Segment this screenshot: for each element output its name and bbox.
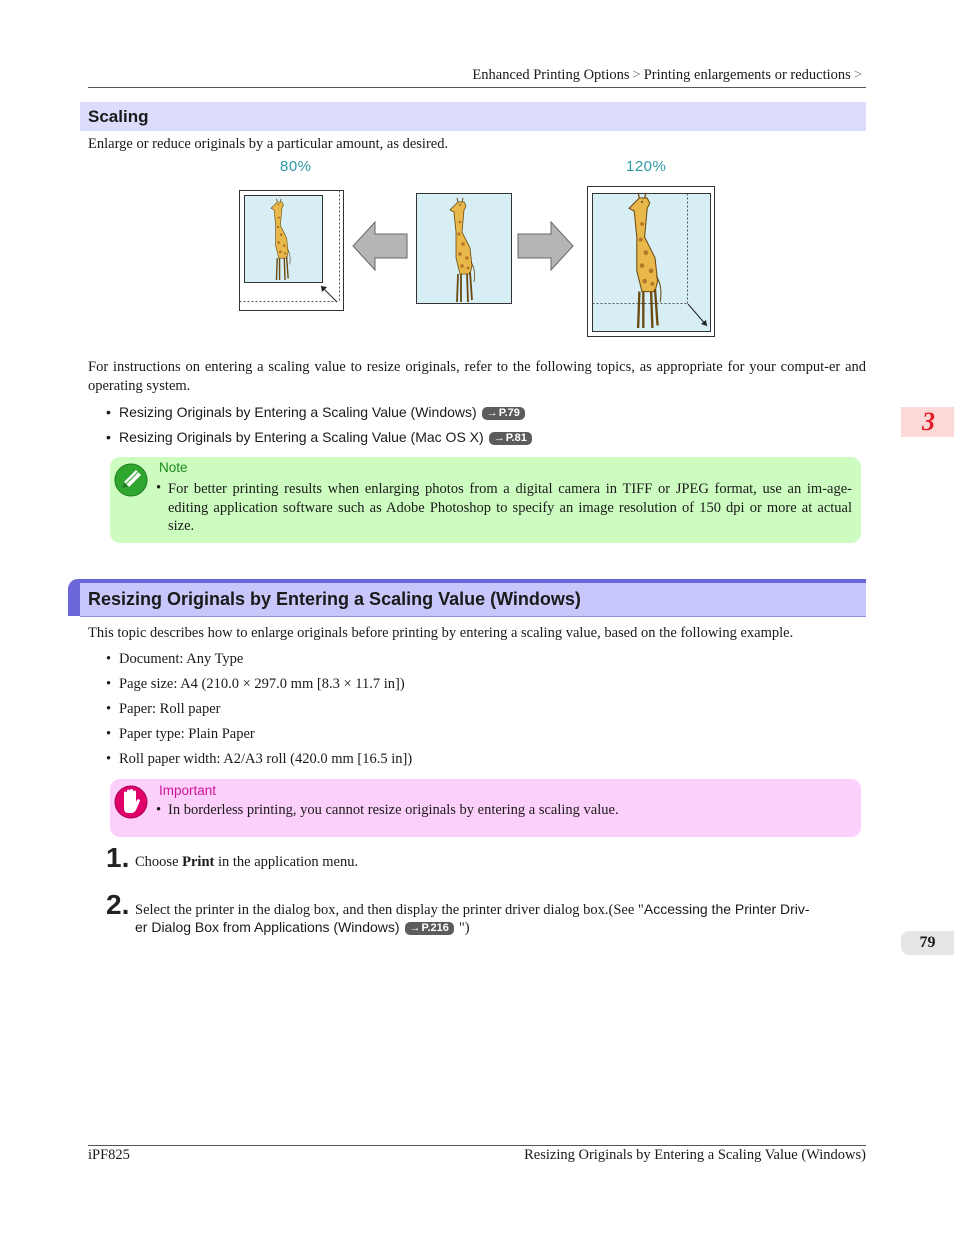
breadcrumb xyxy=(472,67,865,84)
step-number: 1. xyxy=(106,842,130,873)
list-item: • Page size: A4 (210.0 × 297.0 mm [8.3 × 11.7 in]) xyxy=(106,676,405,692)
scaling-intro: Enlarge or reduce originals by a particular amount, as desired. xyxy=(88,136,449,152)
link-resizing-windows[interactable]: Resizing Originals by Entering a Scaling Value (Windows) xyxy=(119,404,477,420)
scaling-figure xyxy=(235,180,720,342)
note-text: For better printing results when enlarging photos from a digital camera in TIFF or JPEG format, use an im-age-editing application software such as Adobe Photoshop to specify an image resolution of 150 dpi or more at actual size. xyxy=(168,481,852,534)
important-text: In borderless printing, you cannot resize originals by entering a scaling value. xyxy=(168,802,619,818)
important-bullet: • xyxy=(156,802,162,818)
link-resizing-mac[interactable]: Resizing Originals by Entering a Scaling Value (Mac OS X) xyxy=(119,429,484,445)
breadcrumb-item[interactable]: Printing enlargements or reductions xyxy=(643,67,851,83)
figure-label-120: 120% xyxy=(626,158,667,175)
step-text-continued: er Dialog Box from Applications (Windows) →P.216 ") xyxy=(135,919,470,936)
list-item: • Roll paper width: A2/A3 roll (420.0 mm [16.5 in]) xyxy=(106,751,413,767)
figure-reduced-page xyxy=(240,191,344,311)
page-ref-badge[interactable]: →P.81 xyxy=(489,432,532,445)
header-divider xyxy=(88,87,866,88)
figure-original-page xyxy=(417,194,512,304)
scaling-instructions: For instructions on entering a scaling value to resize originals, refer to the following topics, as appropriate for your comput-er and operating system. xyxy=(88,359,866,394)
list-item: • Paper: Roll paper xyxy=(106,701,221,717)
list-item: • Resizing Originals by Entering a Scaling Value (Windows) →P.79 xyxy=(106,404,866,424)
note-title: Note xyxy=(159,460,188,475)
figure-enlarged-page xyxy=(588,187,715,337)
note-pencil-icon xyxy=(114,463,148,497)
breadcrumb-separator: > xyxy=(632,67,641,83)
link-accessing-driver-cont[interactable]: er Dialog Box from Applications (Windows) xyxy=(135,919,400,935)
page-ref-badge[interactable]: →P.216 xyxy=(405,922,454,935)
reduce-arrow-icon xyxy=(353,222,407,270)
breadcrumb-separator: > xyxy=(853,67,862,83)
page-ref-badge[interactable]: →P.79 xyxy=(482,407,525,420)
link-accessing-driver[interactable]: Accessing the Printer Driv- xyxy=(643,901,810,917)
step-text: Select the printer in the dialog box, and then display the printer driver dialog box.(See "Accessing the Printer Driv- xyxy=(135,901,810,918)
important-hand-icon xyxy=(114,785,148,819)
page-number-tab: 79 xyxy=(901,931,954,955)
section-heading-rule xyxy=(80,616,866,617)
list-item: • Paper type: Plain Paper xyxy=(106,726,255,742)
step-text: Choose Print in the application menu. xyxy=(135,854,359,870)
step-number: 2. xyxy=(106,889,130,920)
list-item: • Document: Any Type xyxy=(106,651,244,667)
enlarge-arrow-icon xyxy=(518,222,573,270)
footer-model: iPF825 xyxy=(88,1147,130,1163)
section-heading-scaling: Scaling xyxy=(80,102,866,131)
important-title: Important xyxy=(159,783,217,798)
figure-label-80: 80% xyxy=(280,158,312,175)
footer-section-title: Resizing Originals by Entering a Scaling Value (Windows) xyxy=(524,1147,866,1163)
list-item: • Resizing Originals by Entering a Scaling Value (Mac OS X) →P.81 xyxy=(106,429,866,449)
windows-intro: This topic describes how to enlarge originals before printing by entering a scaling value, based on the following example. xyxy=(88,625,794,641)
breadcrumb-item[interactable]: Enhanced Printing Options xyxy=(472,67,630,83)
section-heading-windows: Resizing Originals by Entering a Scaling Value (Windows) xyxy=(88,589,581,609)
note-bullet: • xyxy=(156,480,162,496)
chapter-tab[interactable]: 3 xyxy=(901,407,954,437)
